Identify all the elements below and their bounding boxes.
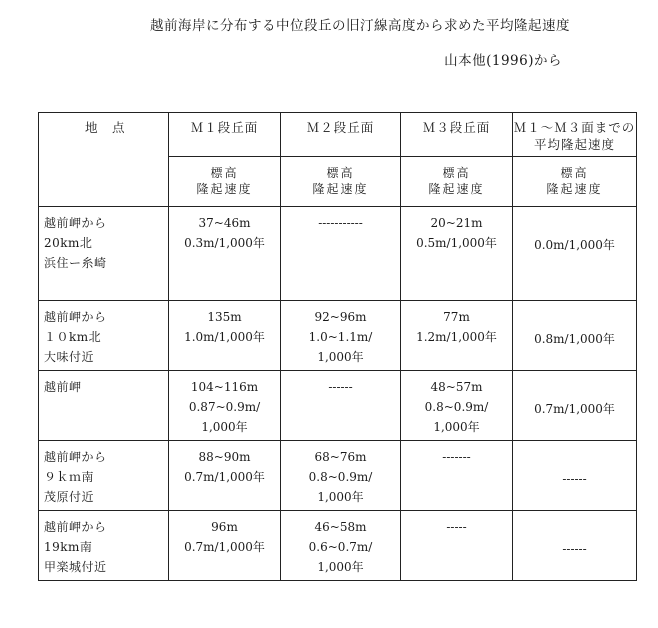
- location-cell: [39, 441, 169, 511]
- location-cell-line: 大味付近: [44, 350, 95, 364]
- m2-cell-line: 1,000年: [317, 560, 364, 574]
- m2-cell-line: ------: [328, 380, 353, 394]
- location-cell-line: 甲楽城付近: [44, 560, 107, 574]
- location-cell-line: 越前岬から: [44, 450, 107, 464]
- location-cell: [39, 301, 169, 371]
- m3-cell-line: 1,000年: [433, 420, 480, 434]
- table-row: [39, 207, 637, 301]
- m3-cell-line: 48~57m: [430, 380, 483, 394]
- m1-cell-line: 104~116m: [190, 380, 259, 394]
- m1-cell: [169, 301, 281, 371]
- header-row: [39, 113, 637, 157]
- m3-cell: [401, 301, 513, 371]
- subheader-average: 標高 隆起速度: [513, 157, 637, 207]
- location-cell-line: 茂原付近: [44, 490, 95, 504]
- header-m3: Ｍ３段丘面: [401, 113, 513, 157]
- m2-cell-line: 1.0~1.1m/: [308, 330, 373, 344]
- m1-cell-line: 0.7m/1,000年: [184, 540, 265, 554]
- header-m1: Ｍ１段丘面: [169, 113, 281, 157]
- location-cell-line: 浜住ー糸崎: [44, 256, 107, 270]
- average-value: ------: [562, 472, 587, 486]
- location-cell-line: ９ｋｍ南: [44, 470, 95, 484]
- average-value: 0.7m/1,000年: [534, 402, 615, 416]
- m2-cell-line: 46~58m: [314, 520, 367, 534]
- m1-cell-line: 0.3m/1,000年: [184, 236, 265, 250]
- m3-cell-line: 20~21m: [430, 216, 483, 230]
- m2-cell: [281, 207, 401, 301]
- m2-cell-line: 1,000年: [317, 350, 364, 364]
- m3-cell: [401, 441, 513, 511]
- location-cell-line: １０km北: [44, 330, 102, 344]
- m3-cell-line: 0.5m/1,000年: [416, 236, 497, 250]
- average-value: 0.8m/1,000年: [534, 332, 615, 346]
- table-body: [39, 207, 637, 581]
- header-location: 地 点: [39, 113, 169, 207]
- m2-cell: [281, 511, 401, 581]
- m1-cell-line: 1,000年: [201, 420, 248, 434]
- m1-cell-line: 0.7m/1,000年: [184, 470, 265, 484]
- header-average: Ｍ１～Ｍ３面までの平均隆起速度: [513, 113, 637, 157]
- m3-cell: [401, 207, 513, 301]
- m2-cell-line: 0.6~0.7m/: [308, 540, 373, 554]
- m3-cell-line: -----: [446, 520, 467, 534]
- m1-cell-line: 96m: [211, 520, 238, 534]
- table-row: [39, 511, 637, 581]
- m3-cell-line: -------: [442, 450, 471, 464]
- m1-cell: [169, 511, 281, 581]
- m1-cell: [169, 207, 281, 301]
- location-cell: [39, 511, 169, 581]
- location-cell-line: 越前岬から: [44, 216, 107, 230]
- average-cell: [513, 207, 637, 301]
- m1-cell-line: 37~46m: [198, 216, 251, 230]
- m1-cell-line: 0.87~0.9m/: [188, 400, 261, 414]
- document-title: 越前海岸に分布する中位段丘の旧汀線高度から求めた平均隆起速度: [150, 18, 570, 34]
- m3-cell: [401, 511, 513, 581]
- table-row: [39, 371, 637, 441]
- header-m2: Ｍ２段丘面: [281, 113, 401, 157]
- location-cell-line: 越前岬から: [44, 310, 107, 324]
- subheader-m3: 標高 隆起速度: [401, 157, 513, 207]
- location-cell: [39, 371, 169, 441]
- m3-cell-line: 77m: [443, 310, 470, 324]
- m3-cell: [401, 371, 513, 441]
- table-row: [39, 441, 637, 511]
- average-cell: [513, 301, 637, 371]
- m2-cell: [281, 301, 401, 371]
- m2-cell: [281, 441, 401, 511]
- location-cell-line: 20km北: [44, 236, 93, 250]
- subheader-m2: 標高 隆起速度: [281, 157, 401, 207]
- m1-cell: [169, 441, 281, 511]
- m1-cell-line: 1.0m/1,000年: [184, 330, 265, 344]
- m3-cell-line: 1.2m/1,000年: [416, 330, 497, 344]
- average-value: ------: [562, 542, 587, 556]
- m1-cell: [169, 371, 281, 441]
- average-value: 0.0m/1,000年: [534, 238, 615, 252]
- m2-cell-line: 0.8~0.9m/: [308, 470, 373, 484]
- m2-cell-line: 92~96m: [314, 310, 367, 324]
- average-cell: [513, 371, 637, 441]
- average-cell: [513, 441, 637, 511]
- uplift-rate-table: [38, 112, 637, 581]
- average-cell: [513, 511, 637, 581]
- location-cell: [39, 207, 169, 301]
- location-cell-line: 19km南: [44, 540, 93, 554]
- subheader-m1: 標高 隆起速度: [169, 157, 281, 207]
- m1-cell-line: 88~90m: [198, 450, 251, 464]
- m3-cell-line: 0.8~0.9m/: [424, 400, 489, 414]
- table-row: [39, 301, 637, 371]
- m2-cell-line: 68~76m: [314, 450, 367, 464]
- m2-cell-line: 1,000年: [317, 490, 364, 504]
- location-cell-line: 越前岬から: [44, 520, 107, 534]
- m1-cell-line: 135m: [207, 310, 242, 324]
- location-cell-line: 越前岬: [44, 380, 82, 394]
- m2-cell: [281, 371, 401, 441]
- source-citation: 山本他(1996)から: [444, 53, 562, 69]
- m2-cell-line: -----------: [318, 216, 363, 230]
